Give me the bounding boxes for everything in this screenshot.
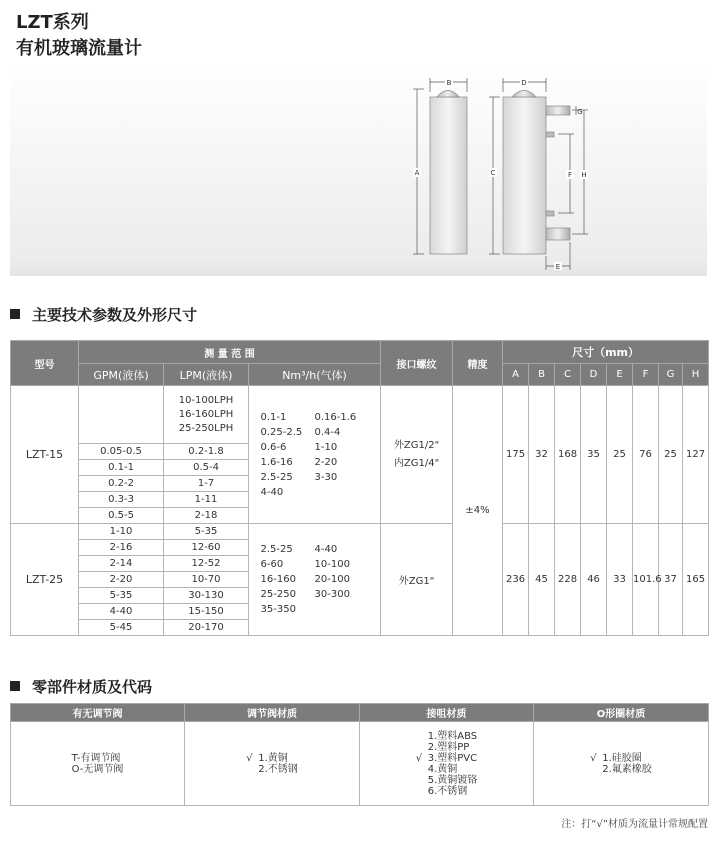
check-mark-icon: √: [246, 752, 253, 764]
accuracy-value: ±4%: [453, 386, 503, 636]
nm3-value: 1-10: [314, 441, 338, 453]
header-dim-d: D: [581, 364, 607, 386]
gpm-value: 2-16: [79, 540, 164, 556]
lpm-value: 30-130: [164, 588, 249, 604]
nm3-lzt25-cell: [249, 524, 381, 636]
nm3-value: 2-20: [314, 456, 338, 468]
square-bullet-icon: [10, 309, 20, 319]
valve-option: T-有调节阀: [71, 752, 121, 764]
lph-range: 16-160LPH: [178, 408, 234, 420]
dim-e-lzt15: 25: [607, 386, 633, 524]
lpm-value: 5-35: [164, 524, 249, 540]
nm3-value: 2.5-25: [260, 471, 293, 483]
lph-range: 10-100LPH: [178, 394, 234, 406]
header-model: 型号: [11, 341, 79, 386]
product-title: 有机玻璃流量计: [16, 38, 142, 59]
dim-d-lzt15: 35: [581, 386, 607, 524]
nm3-value: 0.6-6: [260, 441, 287, 453]
material-option: 1.硅胶圈: [602, 752, 642, 764]
valve-options-cell: [11, 722, 185, 806]
nm3-value: 16-160: [260, 574, 296, 585]
nm3-value: 4-40: [260, 486, 284, 498]
lpm-lph-cell: [164, 386, 249, 444]
nm3-value: 6-60: [260, 559, 284, 570]
header-dim-b: B: [529, 364, 555, 386]
material-option: 1.塑料ABS: [427, 730, 478, 742]
nm3-value: 0.16-1.6: [314, 411, 357, 423]
lpm-value: 0.5-4: [164, 460, 249, 476]
lpm-value: 15-150: [164, 604, 249, 620]
header-dim-e: E: [607, 364, 633, 386]
dim-label-f: F: [567, 171, 573, 179]
dimension-diagram: [10, 62, 707, 276]
lph-range: 25-250LPH: [178, 422, 234, 434]
lpm-value: 10-70: [164, 572, 249, 588]
check-mark-icon: √: [590, 752, 597, 764]
gpm-value: 0.3-3: [79, 492, 164, 508]
spec-section-title: 主要技术参数及外形尺寸: [32, 306, 198, 324]
parts-section-title: 零部件材质及代码: [32, 678, 153, 696]
material-option: 4.黄铜: [427, 763, 458, 775]
parts-header-nozzle-material: 接咀材质: [360, 704, 534, 722]
material-option: 6.不锈钢: [427, 785, 468, 797]
lpm-value: 2-18: [164, 508, 249, 524]
check-mark-icon: √: [415, 752, 423, 764]
port-thread: 外ZG1/2": [393, 439, 440, 451]
parts-header-valve: 有无调节阀: [11, 704, 185, 722]
header-nm3: Nm³/h(气体): [249, 364, 381, 386]
flowmeter-drawing: [10, 62, 707, 276]
header-dim-a: A: [503, 364, 529, 386]
gpm-value: 4-40: [79, 604, 164, 620]
header-port: 接口螺纹: [381, 341, 453, 386]
material-option: 2.塑料PP: [427, 741, 470, 753]
header-accuracy: 精度: [453, 341, 503, 386]
gpm-value: 0.05-0.5: [79, 444, 164, 460]
gpm-value: 5-45: [79, 620, 164, 636]
gpm-value: 5-35: [79, 588, 164, 604]
model-lzt25: LZT-25: [11, 524, 79, 636]
dim-label-c: C: [490, 169, 496, 177]
header-dim-h: H: [683, 364, 709, 386]
model-lzt15: LZT-15: [11, 386, 79, 524]
gpm-value: 0.2-2: [79, 476, 164, 492]
square-bullet-icon: [10, 681, 20, 691]
material-option: 3.塑料PVC: [427, 752, 478, 764]
dim-label-a: A: [414, 169, 420, 177]
dim-label-b: B: [446, 79, 452, 87]
lpm-value: 12-52: [164, 556, 249, 572]
gpm-value: 1-10: [79, 524, 164, 540]
lpm-value: 20-170: [164, 620, 249, 636]
dim-g-lzt25: 37: [659, 524, 683, 636]
header-dim-c: C: [555, 364, 581, 386]
nm3-value: 0.1-1: [260, 411, 287, 423]
nm3-value: 2.5-25: [260, 544, 293, 555]
material-option: 5.黄铜镀铬: [427, 774, 478, 786]
dim-g-lzt15: 25: [659, 386, 683, 524]
parts-section-heading: [10, 676, 152, 697]
dim-label-h: H: [581, 171, 587, 179]
valve-option: O-无调节阀: [71, 763, 124, 775]
parts-header-valve-material: 调节阀材质: [185, 704, 360, 722]
header-gpm: GPM(液体): [79, 364, 164, 386]
header-size: 尺寸（mm）: [503, 341, 709, 364]
nm3-value: 35-350: [260, 604, 296, 615]
nm3-value: 0.25-2.5: [260, 426, 303, 438]
valve-material-cell: [185, 722, 360, 806]
header-lpm: LPM(液体): [164, 364, 249, 386]
oring-material-cell: [534, 722, 709, 806]
nm3-value: 30-300: [314, 589, 350, 600]
dim-a-lzt25: 236: [503, 524, 529, 636]
series-title: LZT系列: [16, 12, 89, 33]
lpm-value: 1-7: [164, 476, 249, 492]
nm3-lzt15-cell: [249, 386, 381, 524]
nm3-value: 25-250: [260, 589, 296, 600]
gpm-value: 2-14: [79, 556, 164, 572]
spec-section-heading: [10, 304, 197, 325]
gpm-value: 0.5-5: [79, 508, 164, 524]
material-option: 1.黄铜: [258, 752, 288, 764]
nm3-value: 20-100: [314, 574, 350, 585]
dim-b-lzt15: 32: [529, 386, 555, 524]
lpm-value: 1-11: [164, 492, 249, 508]
nm3-value: 10-100: [314, 559, 350, 570]
port-thread: 内ZG1/4": [393, 457, 440, 469]
dim-h-lzt15: 127: [683, 386, 709, 524]
nozzle-material-cell: [360, 722, 534, 806]
dim-d-lzt25: 46: [581, 524, 607, 636]
gpm-cell: [79, 386, 164, 444]
dim-e-lzt25: 33: [607, 524, 633, 636]
gpm-value: 2-20: [79, 572, 164, 588]
parts-header-oring-material: O形圈材质: [534, 704, 709, 722]
material-option: 2.不锈钢: [258, 763, 298, 775]
dim-c-lzt15: 168: [555, 386, 581, 524]
spec-table: [10, 340, 709, 636]
port-lzt15-cell: [381, 386, 453, 524]
parts-table: [10, 703, 709, 806]
port-lzt25: 外ZG1": [381, 524, 453, 636]
header-dim-g: G: [659, 364, 683, 386]
dim-c-lzt25: 228: [555, 524, 581, 636]
footer-note: 注：打“√”材质为流量计常规配置: [561, 819, 708, 830]
nm3-value: 3-30: [314, 471, 338, 483]
dim-f-lzt15: 76: [633, 386, 659, 524]
dim-label-e: E: [555, 263, 561, 271]
nm3-value: 0.4-4: [314, 426, 341, 438]
lpm-value: 0.2-1.8: [164, 444, 249, 460]
header-range: 测 量 范 围: [79, 341, 381, 364]
lpm-value: 12-60: [164, 540, 249, 556]
nm3-value: 1.6-16: [260, 456, 293, 468]
dim-label-d: D: [521, 79, 527, 87]
dim-label-g: G: [577, 108, 583, 116]
dim-h-lzt25: 165: [683, 524, 709, 636]
dim-b-lzt25: 45: [529, 524, 555, 636]
nm3-value: 4-40: [314, 544, 338, 555]
gpm-value: 0.1-1: [79, 460, 164, 476]
dim-f-lzt25: 101.6: [633, 524, 659, 636]
dim-a-lzt15: 175: [503, 386, 529, 524]
header-dim-f: F: [633, 364, 659, 386]
material-option: 2.氟素橡胶: [602, 763, 652, 775]
